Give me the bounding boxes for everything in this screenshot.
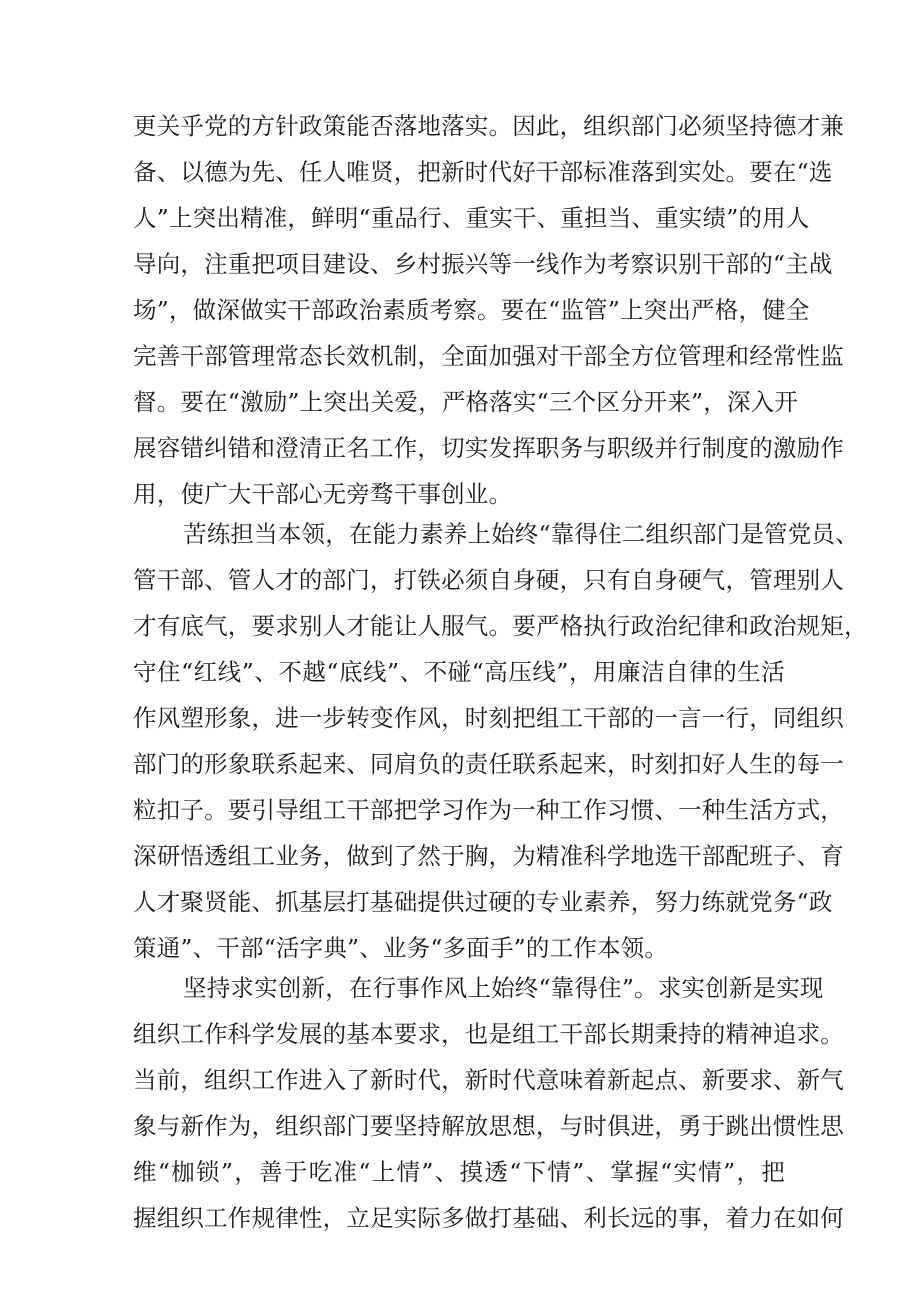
paragraph-first-line: 苦练担当本领，在能力素养上始终“靠得住二组织部门是管党员、 (183, 520, 859, 548)
text-line: 人”上突出精准，鲜明“重品行、重实干、重担当、重实绩”的用人 (133, 204, 810, 232)
text-line: 作风塑形象，进一步转变作风，时刻把组工干部的一言一行，同组织 (133, 704, 844, 732)
text-line: 深研悟透组工业务，做到了然于胸，为精准科学地选干部配班子、育 (133, 842, 844, 870)
text-line: 当前，组织工作进入了新时代，新时代意味着新起点、新要求、新气 (133, 1066, 844, 1094)
text-line: 守住“红线”、不越“底线”、不碰“高压线”，用廉洁自律的生活 (133, 658, 785, 686)
text-line: 更关乎党的方针政策能否落地落实。因此，组织部门必须坚持德才兼 (133, 112, 844, 140)
text-line: 人才聚贤能、抓基层打基础提供过硬的专业素养，努力练就党务“政 (133, 888, 833, 916)
text-line: 导向，注重把项目建设、乡村振兴等一线作为考察识别干部的“主战 (133, 250, 833, 278)
text-line: 展容错纠错和澄清正名工作，切实发挥职务与职级并行制度的激励作 (133, 434, 844, 462)
text-line: 握组织工作规律性，立足实际多做打基础、利长远的事，着力在如何 (133, 1204, 844, 1232)
text-line: 管干部、管人才的部门，打铁必须自身硬，只有自身硬气，管理别人 (133, 566, 844, 594)
text-line: 象与新作为，组织部门要坚持解放思想，与时俱进，勇于跳出惯性思 (133, 1112, 844, 1140)
paragraph-first-line: 坚持求实创新，在行事作风上始终“靠得住”。求实创新是实现 (183, 974, 824, 1002)
text-line: 组织工作科学发展的基本要求，也是组工干部长期秉持的精神追求。 (133, 1020, 844, 1048)
text-line: 备、以德为先、任人唯贤，把新时代好干部标准落到实处。要在“选 (133, 158, 833, 186)
text-line: 粒扣子。要引导组工干部把学习作为一种工作习惯、一种生活方式， (133, 796, 844, 824)
text-line: 用，使广大干部心无旁骛干事创业。 (133, 480, 513, 508)
text-line: 才有底气，要求别人才能让人服气。要严格执行政治纪律和政治规矩， (133, 612, 868, 640)
text-line: 督。要在“激励”上突出关爱，严格落实“三个区分开来”，深入开 (133, 388, 799, 416)
text-line: 完善干部管理常态长效机制，全面加强对干部全方位管理和经常性监 (133, 342, 844, 370)
text-line: 部门的形象联系起来、同肩负的责任联系起来，时刻扣好人生的每一 (133, 750, 844, 778)
text-line: 维“枷锁”，善于吃准“上情”、摸透“下情”、掌握“实情”，把 (133, 1158, 785, 1186)
text-line: 策通”、干部“活字典”、业务“多面手”的工作本领。 (133, 934, 669, 962)
text-line: 场”，做深做实干部政治素质考察。要在“监管”上突出严格，健全 (133, 296, 810, 324)
